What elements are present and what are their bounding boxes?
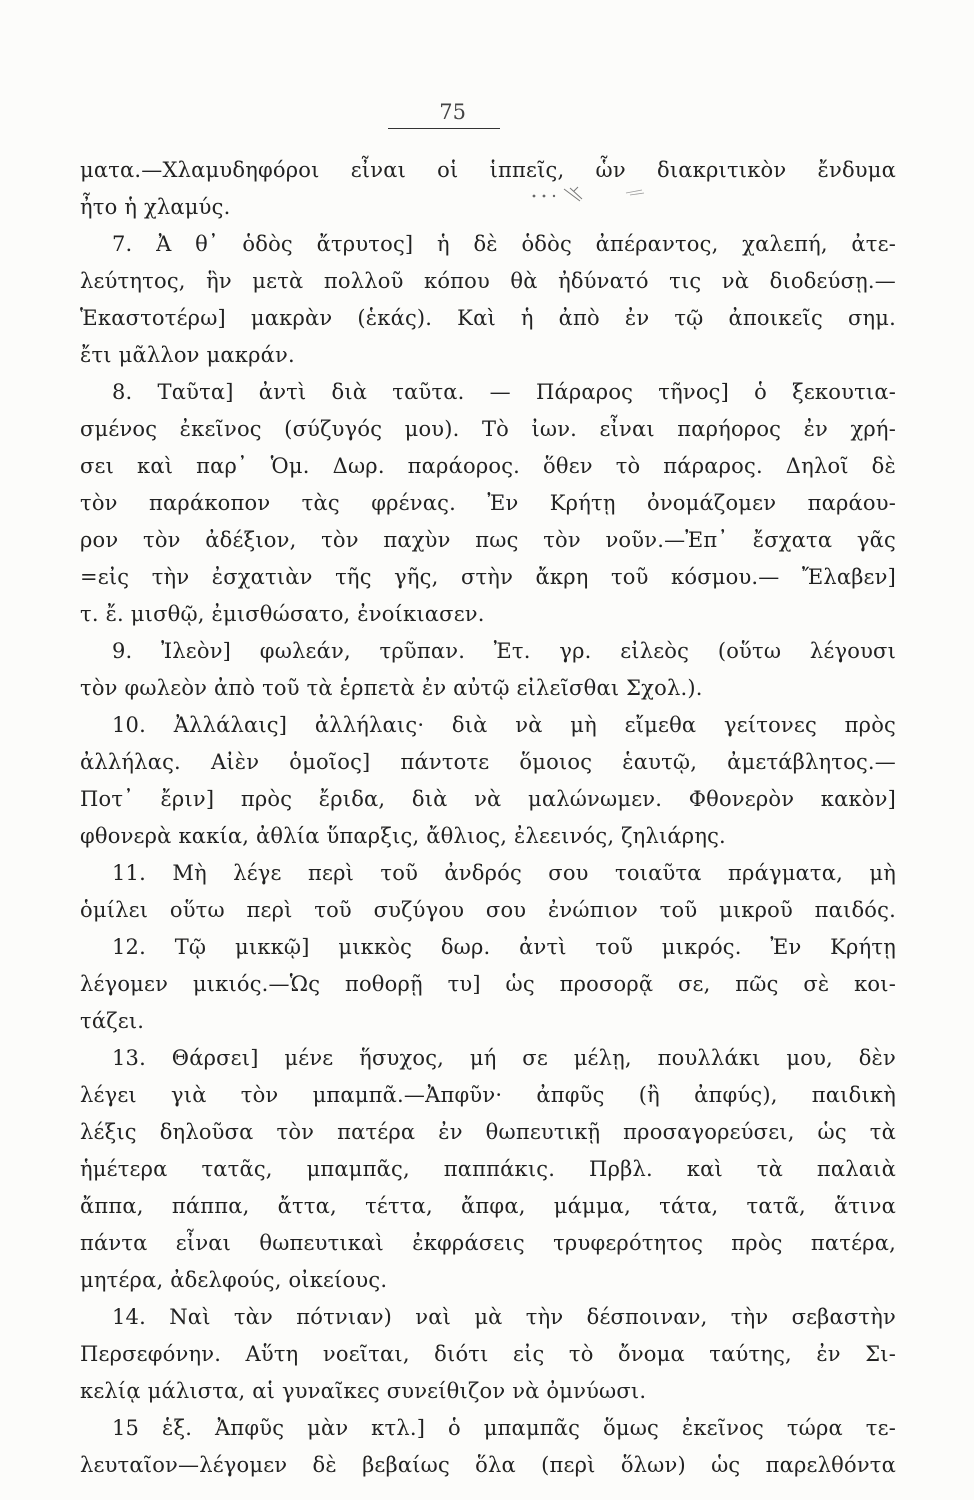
text-line: 13. Θάρσει] μένε ἥσυχος, μή σε μέλῃ, πουλλάκι μου, δὲν: [112, 1046, 896, 1070]
text-line: Περσεφόνην. Αὕτη νοεῖται, διότι εἰς τὸ ὄνομα ταύτης, ἐν Σι-: [80, 1342, 896, 1366]
text-line: 14. Ναὶ τὰν πότνιαν) ναὶ μὰ τὴν δέσποιναν, τὴν σεβαστὴν: [112, 1305, 896, 1329]
text-line: λέξις δηλοῦσα τὸν πατέρα ἐν θωπευτικῇ προσαγορεύσει, ὡς τὰ: [80, 1120, 896, 1144]
text-line: λευταῖον—λέγομεν δὲ βεβαίως ὅλα (περὶ ὅλων) ὡς παρελθόντα: [80, 1453, 896, 1477]
text-line: 9. Ἰλεὸν] φωλεάν, τρῦπαν. Ἐτ. γρ. εἰλεὸς (οὕτω λέγουσι: [112, 639, 896, 663]
text-line: λεύτητος, ἣν μετὰ πολλοῦ κόπου θὰ ἠδύνατό τις νὰ διοδεύσῃ.—: [80, 269, 896, 293]
text-line: τάζει.: [80, 1009, 145, 1033]
text-line: ματα.—Χλαμυδηφόροι εἶναι οἱ ἱππεῖς, ὧν διακριτικὸν ἔνδυμα: [80, 158, 896, 182]
text-line: τὸν παράκοπον τὰς φρένας. Ἐν Κρήτῃ ὀνομάζομεν παράου-: [80, 491, 896, 515]
header-rule: [388, 128, 500, 129]
text-line: πάντα εἶναι θωπευτικαὶ ἐκφράσεις τρυφερότητος πρὸς πατέρα,: [80, 1231, 896, 1255]
text-line: Ἑκαστοτέρω] μακρὰν (ἑκάς). Καὶ ἡ ἀπὸ ἐν τῷ ἀποικεῖς σημ.: [80, 306, 896, 330]
text-line: 8. Ταῦτα] ἀντὶ διὰ ταῦτα. — Πάραρος τῆνος] ὁ ξεκουτια-: [112, 380, 896, 404]
text-line: ἔτι μᾶλλον μακράν.: [80, 343, 295, 367]
text-line: ὁμίλει οὕτω περὶ τοῦ συζύγου σου ἐνώπιον τοῦ μικροῦ παιδός.: [80, 898, 896, 922]
text-line: 11. Μὴ λέγε περὶ τοῦ ἀνδρός σου τοιαῦτα πράγματα, μὴ: [112, 861, 896, 885]
text-line: ἄππα, πάππα, ἄττα, τέττα, ἄπφα, μάμμα, τάτα, τατᾶ, ἅτινα: [80, 1194, 896, 1218]
page-number: 75: [439, 100, 466, 124]
text-line: τ. ἔ. μισθῷ, ἐμισθώσατο, ἐνοίκιασεν.: [80, 602, 485, 626]
text-line: =εἰς τὴν ἐσχατιὰν τῆς γῆς, στὴν ἄκρη τοῦ κόσμου.— Ἔλαβεν]: [80, 565, 896, 589]
text-line: Ποτ᾽ ἔριν] πρὸς ἔριδα, διὰ νὰ μαλώνωμεν. Φθονερὸν κακὸν]: [80, 787, 896, 811]
text-line: 7. Ἀ θ᾽ ὁδὸς ἄτρυτος] ἡ δὲ ὁδὸς ἀπέραντος, χαλεπή, ἀτε-: [112, 232, 896, 256]
text-line: σει καὶ παρ᾽ Ὁμ. Δωρ. παράορος. ὅθεν τὸ πάραρος. Δηλοῖ δὲ: [80, 454, 896, 478]
text-line: ἡμέτερα τατᾶς, μπαμπᾶς, παππάκις. Πρβλ. καὶ τὰ παλαιὰ: [80, 1157, 896, 1181]
text-line: μητέρα, ἀδελφούς, οἰκείους.: [80, 1268, 388, 1292]
text-line: κελίᾳ μάλιστα, αἱ γυναῖκες συνείθιζον νὰ ὀμνύωσι.: [80, 1379, 647, 1403]
text-line: ρον τὸν ἀδέξιον, τὸν παχὺν πως τὸν νοῦν.—Ἐπ᾽ ἔσχατα γᾶς: [80, 528, 896, 552]
text-line: 12. Τῷ μικκῷ] μικκὸς δωρ. ἀντὶ τοῦ μικρός. Ἐν Κρήτῃ: [112, 935, 896, 959]
text-line: λέγει γιὰ τὸν μπαμπᾶ.—Ἀπφῦν· ἀπφῦς (ἢ ἀπφύς), παιδικὴ: [80, 1083, 896, 1107]
text-line: 15 ἑξ. Ἀπφῦς μὰν κτλ.] ὁ μπαμπᾶς ὅμως ἐκεῖνος τώρα τε-: [112, 1416, 896, 1440]
body-text: [80, 152, 896, 1484]
text-line: ἀλλήλας. Αἰὲν ὁμοῖος] πάντοτε ὅμοιος ἑαυτῷ, ἀμετάβλητος.—: [80, 750, 896, 774]
text-line: λέγομεν μικιός.—Ὡς ποθορῇ τυ] ὡς προσορᾷ σε, πῶς σὲ κοι-: [80, 972, 896, 996]
text-line: ἦτο ἡ χλαμύς.: [80, 195, 231, 219]
text-line: 10. Ἀλλάλαις] ἀλλήλαις· διὰ νὰ μὴ εἴμεθα γείτονες πρὸς: [112, 713, 896, 737]
text-line: τὸν φωλεὸν ἀπὸ τοῦ τὰ ἑρπετὰ ἐν αὐτῷ εἰλεῖσθαι Σχολ.).: [80, 676, 703, 700]
text-line: φθονερὰ κακία, ἀθλία ὕπαρξις, ἄθλιος, ἐλεεινός, ζηλιάρης.: [80, 824, 726, 848]
text-line: σμένος ἐκεῖνος (σύζυγός μου). Τὸ ἰων. εἶναι παρήορος ἐν χρή-: [80, 417, 896, 441]
